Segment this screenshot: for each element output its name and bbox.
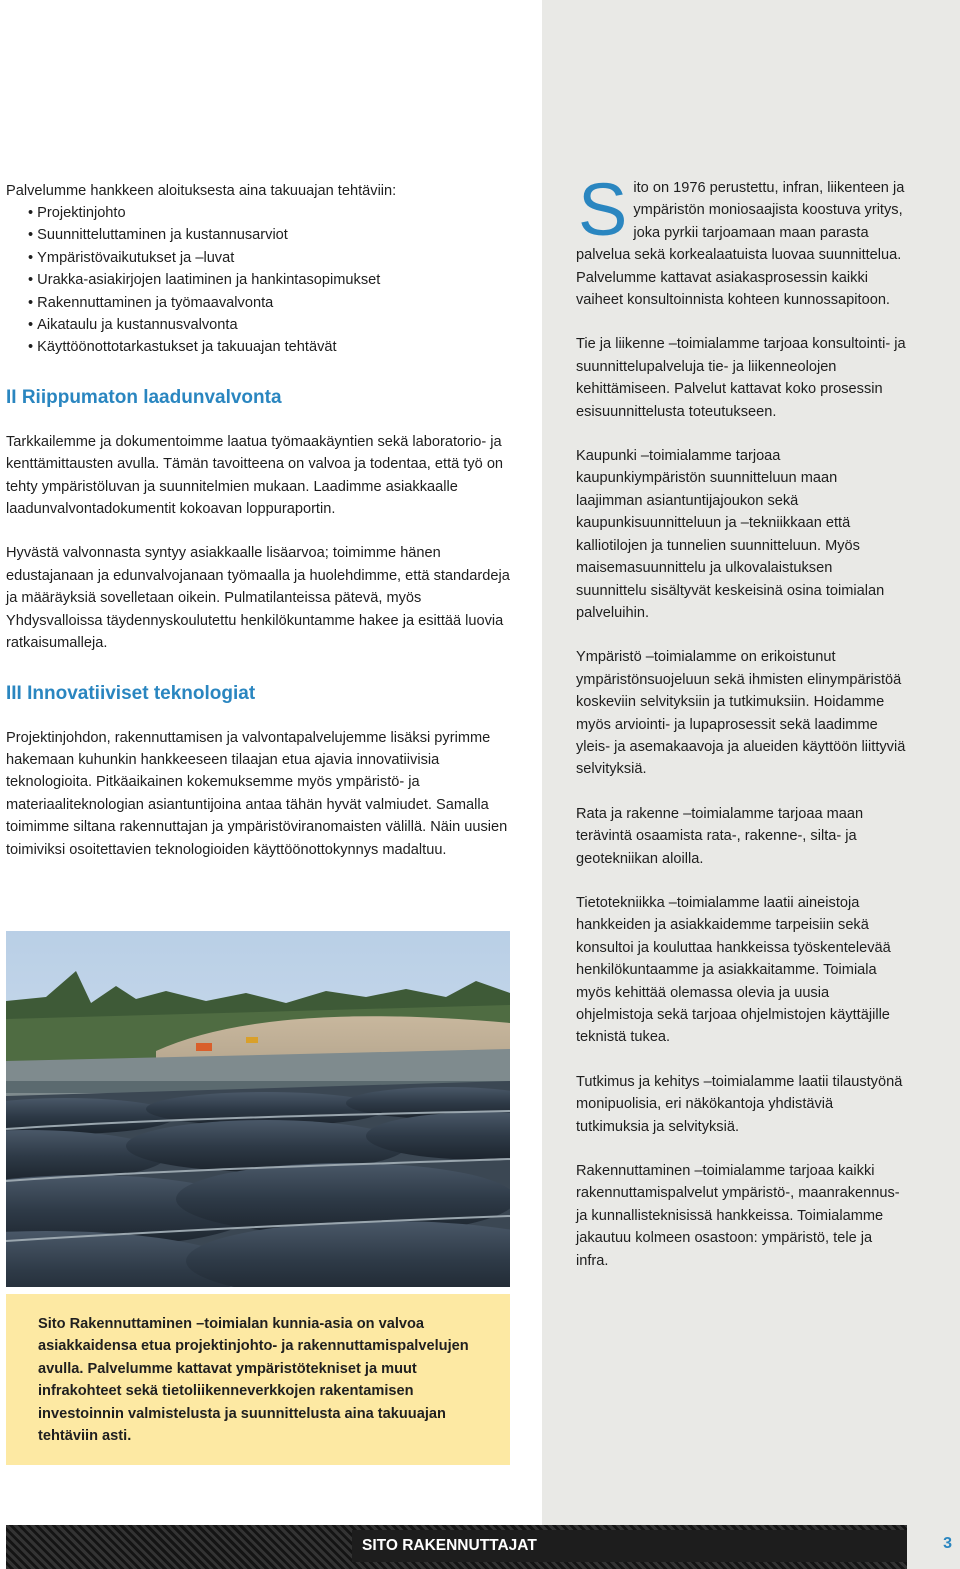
list-item: • Aikataulu ja kustannusvalvonta [28,314,516,336]
site-photo [6,931,510,1287]
paragraph: Rata ja rakenne –toimialamme tarjoaa maan terävintä osaamista rata-, rakenne-, silta- ja geotekniikan aloilla. [576,805,864,867]
services-intro: Palvelumme hankkeen aloituksesta aina takuuajan tehtäviin: [6,183,397,199]
paragraph: Hyvästä valvonnasta syntyy asiakkaalle lisäarvoa; toimimme hänen edustajanaan ja edunvalvojanaan työmaalla ja huolehdimme, että standardeja ja määräyksiä sovelletaan oikein. Pulmatilanteissa pätevä, myös Yhdysvalloissa täydennyskoulutettu henkilökuntamme hakee ja esittää luovia ratkaisumalleja. [6,545,510,652]
list-item: • Rakennuttaminen ja työmaavalvonta [28,292,516,314]
list-item: • Käyttöönottotarkastukset ja takuuajan tehtävät [28,336,516,358]
paragraph: Kaupunki –toimialamme tarjoaa kaupunkiympäristön suunnitteluun maan laajimman asiantuntijajoukon sekä kaupunkisuunnitteluun ja –tekniikkaan että kalliotilojen ja tunnelien suunnitteluun. Myös maisemasuunnittelu ja ulkovalaistuksen suunnittelu sisältyvät keskeisinä osina toimialan palveluihin. [576,448,885,621]
paragraph: Tietotekniikka –toimialamme laatii aineistoja hankkeiden ja asiakkaidemme tarpeisiin sekä konsultoi ja kouluttaa hankkeissa työskentelevää henkilökuntaamme ja asiakkaitamme. Toimiala myös kehittää olemassa olevia ja uusia ohjelmistoja sekä tarjoaa ohjelmistojen käyttäjille teknistä tukea. [576,894,891,1046]
list-item: • Suunnitteluttaminen ja kustannusarviot [28,224,516,246]
list-item: • Urakka-asiakirjojen laatiminen ja hankintasopimukset [28,269,516,291]
section-heading-quality: II Riippumaton laadunvalvonta [6,386,282,408]
right-column [576,168,906,1294]
paragraph: Tie ja liikenne –toimialamme tarjoaa konsultointi- ja suunnittelupalveluja tie- ja liikenneolojen kehittämiseen. Palvelut kattavat koko prosessin esisuunnittelusta toteutukseen. [576,336,906,420]
page-number: 3 [907,1525,960,1569]
drop-cap: S [578,168,628,251]
paragraph: Tutkimus ja kehitys –toimialamme laatii tilaustyönä monipuolisia, eri näkökantoja yhdistäviä tutkimuksia ja selvityksiä. [576,1073,903,1135]
list-item: • Ympäristövaikutukset ja –luvat [28,247,516,269]
paragraph: Ympäristö –toimialamme on erikoistunut ympäristönsuojeluun sekä ihmisten elinympäristöä koskeviin selvityksiin ja tutkimuksiin. Hoidamme myös arviointi- ja lupaprosessit sekä laadimme yleis- ja asemakaavoja ja alueiden käyttöön liittyviä selvityksiä. [576,649,906,778]
intro-text: ito on 1976 perustettu, infran, liikenteen ja ympäristön moniosaajista koostuva yritys, joka pyrkii tarjoamaan maan parasta palvelua sekä korkealaatuista luovaa suunnittelua. Palvelumme kattavat asiakasprosessin kaikki vaiheet konsultoinnista kohteen kunnossapitoon. [576,180,905,309]
list-item: • Projektinjohto [28,202,516,224]
paragraph: Tarkkailemme ja dokumentoimme laatua työmaakäyntien sekä laboratorio- ja kenttämittausten avulla. Tämän tavoitteena on valvoa ja todentaa, että työ on tehty ympäristöluvan ja suunnitelmien mukaan. Laadimme asiakkaalle laadunvalvontadokumentit kokoavan loppuraportin. [6,433,504,518]
services-list [28,202,516,359]
footer-title: SITO RAKENNUTTAJAT [352,1530,907,1562]
paragraph: Rakennuttaminen –toimialamme tarjoaa kaikki rakennuttamispalvelut ympäristö-, maanrakennus- ja kunnallisteknisissä hankkeissa. Toimialamme jakautuu kolmeen osastoon: ympäristö, tele ja infra. [576,1163,900,1269]
section-heading-innovation: III Innovatiiviset teknologiat [6,682,256,704]
intro-paragraph [576,168,906,311]
left-column [6,180,516,883]
paragraph: Projektinjohdon, rakennuttamisen ja valvontapalvelujemme lisäksi pyrimme hakemaan kuhunkin hankkeeseen tilaajan etua ajavia innovatiivisia teknologioita. Pitkäaikainen kokemuksemme myös ympäristö- ja materiaaliteknologian asiantuntijoina antaa tähän hyvät valmiudet. Samalla toimimme siltana rakennuttajan ja ympäristöviranomaisten välillä. Näin uusien toimiviksi osoitettavien teknologioiden käyttöönottokynnys madaltuu. [6,729,508,858]
callout-box: Sito Rakennuttaminen –toimialan kunnia-asia on valvoa asiakkaidensa etua projektinjohto- ja rakennuttamispalvelujen avulla. Palvelumme kattavat ympäristötekniset ja muut infrakohteet sekä tietoliikenneverkkojen rakentamisen investoinnin valmistelusta ja suunnittelusta aina takuuajan tehtäviin asti. [6,1294,510,1465]
